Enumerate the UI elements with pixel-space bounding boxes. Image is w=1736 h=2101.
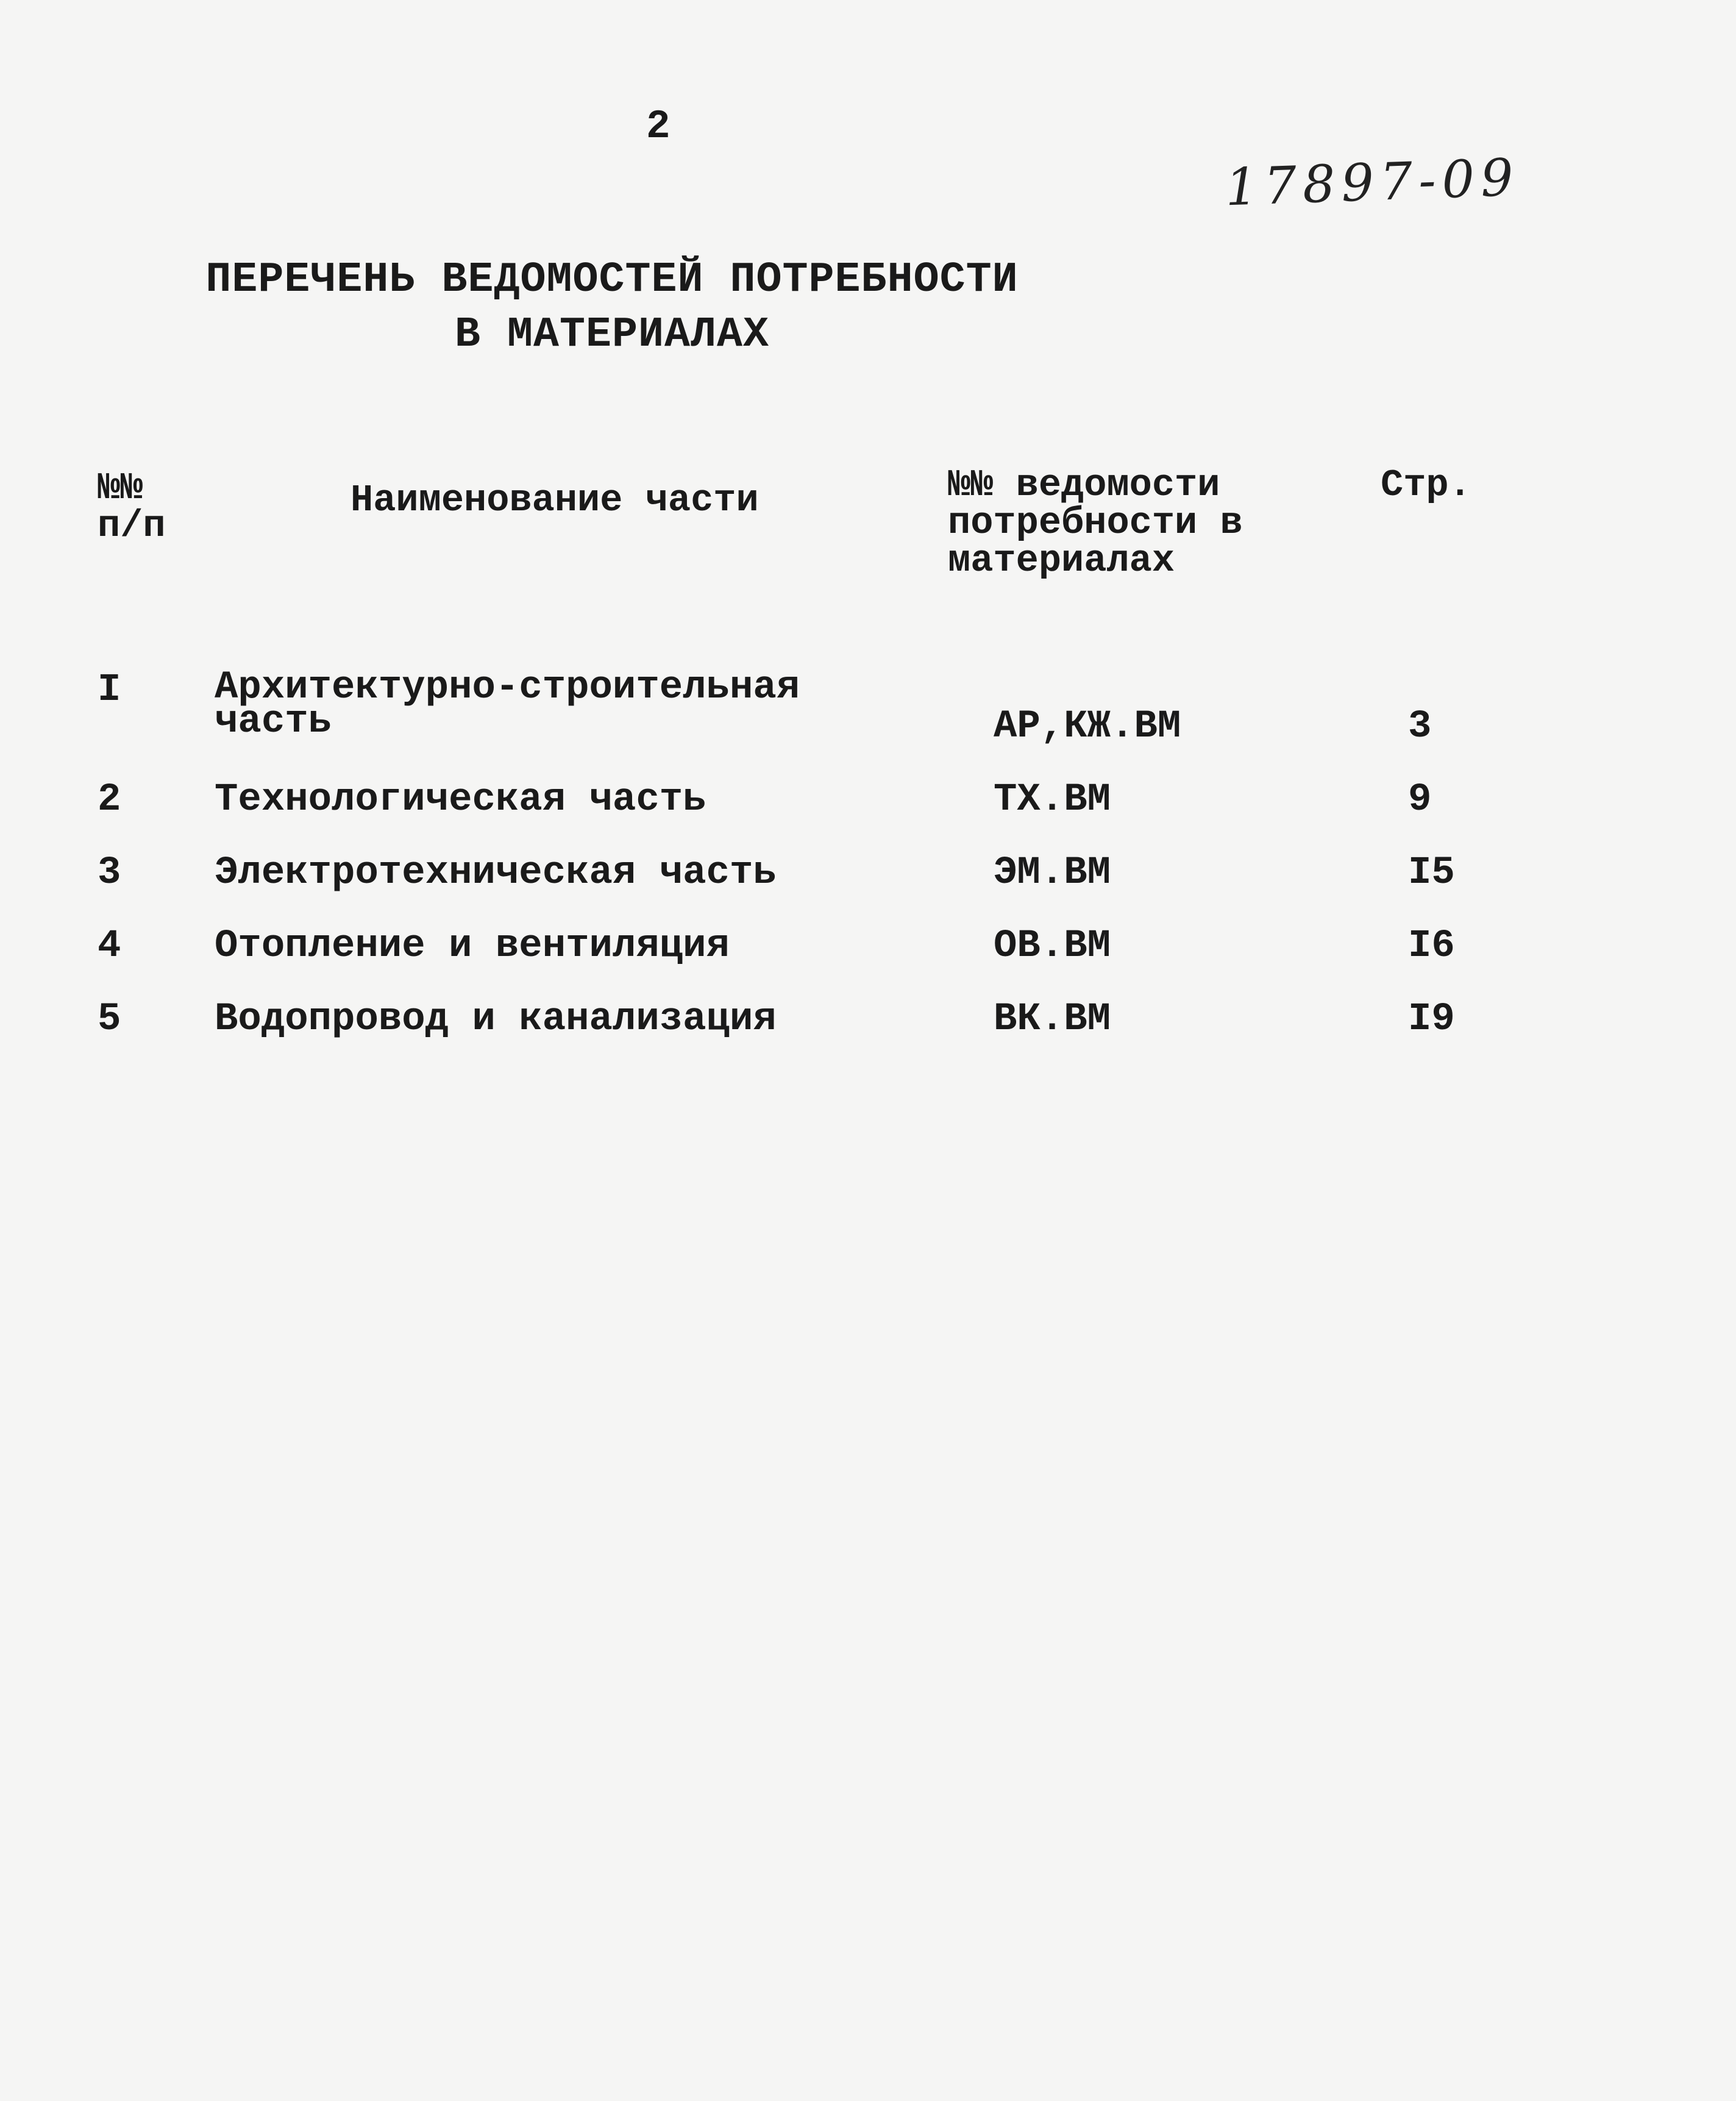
- row-page: 3: [1408, 705, 1432, 749]
- row-page: I6: [1408, 924, 1455, 968]
- header-code: №№ ведомости потребности в материалах: [948, 463, 1243, 582]
- row-name: Архитектурно-строительная часть: [215, 666, 800, 744]
- row-code: ЭМ.ВМ: [994, 851, 1111, 895]
- row-number: 2: [98, 778, 121, 822]
- row-number: 4: [98, 924, 121, 968]
- row-code: АР,КЖ.ВМ: [994, 705, 1181, 749]
- row-number: 3: [98, 851, 121, 895]
- row-page: 9: [1408, 778, 1432, 822]
- header-number: №№ п/п: [98, 466, 166, 548]
- row-number: 5: [98, 997, 121, 1041]
- document-title-line-1: ПЕРЕЧЕНЬ ВЕДОМОСТЕЙ ПОТРЕБНОСТИ: [205, 256, 1019, 304]
- row-name: Электротехническая часть: [215, 851, 777, 895]
- row-name: Технологическая часть: [215, 778, 706, 822]
- row-name: Водопровод и канализация: [215, 997, 777, 1041]
- header-page: Стр.: [1381, 463, 1471, 507]
- document-title-line-2: В МАТЕРИАЛАХ: [454, 311, 770, 359]
- row-page: I9: [1408, 997, 1455, 1041]
- row-code: ВК.ВМ: [994, 997, 1111, 1041]
- row-number: I: [98, 668, 121, 712]
- row-name: Отопление и вентиляция: [215, 924, 730, 968]
- row-code: ТХ.ВМ: [994, 778, 1111, 822]
- header-name: Наименование части: [350, 479, 759, 522]
- row-page: I5: [1408, 851, 1455, 895]
- page-number: 2: [646, 104, 671, 149]
- row-code: ОВ.ВМ: [994, 924, 1111, 968]
- document-code: 17897-09: [1224, 147, 1521, 218]
